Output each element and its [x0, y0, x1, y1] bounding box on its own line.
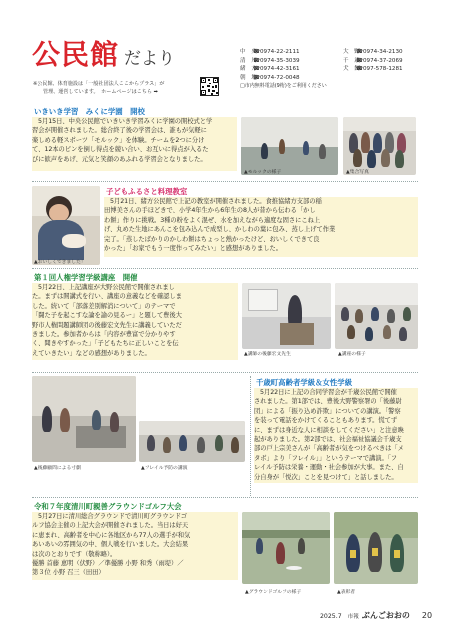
- caption-lecturer: ▲講師の後藤宏文先生: [244, 352, 291, 357]
- ikiiki-line: びに歓声をあげ、元気と笑顔のあふれる学習会となりました。: [32, 155, 207, 163]
- caption-ground-golf: ▲グラウンドゴルフの様子: [245, 590, 302, 595]
- contact-tel[interactable]: ☎0974-37-2069: [356, 57, 403, 64]
- hr-line: 野市人権問題講師団の後藤宏文先生に講義していただ: [32, 321, 182, 329]
- cooking-body: [104, 197, 418, 257]
- section-title-human-rights: 第１回人権学習学級講座 開催: [34, 273, 138, 282]
- caption-lecture-audience: ▲講座の様子: [338, 352, 366, 357]
- cooking-line: 完了。「蒸したばかりのかしわ餅はちょっと熱かったけど、おいしくできて良: [104, 235, 320, 243]
- contact-tel[interactable]: ☎097-578-1281: [356, 66, 403, 73]
- contact-name: 大 野: [343, 49, 360, 55]
- section-title-ikiiki: いきいき学習 みくに学園 開校: [34, 107, 145, 116]
- section-title-cooking: 子どもふるさと料理教室: [106, 187, 188, 196]
- contact-tel[interactable]: ☎0974-72-0048: [253, 74, 300, 81]
- ikiiki-line: 5月15日、中央公民館でいきいき学習みくに学園の開校式と学: [38, 118, 213, 125]
- golf-line: は次のとおりです（敬称略）。: [32, 550, 117, 558]
- section-title-golf: 令和７年度清川町親善グラウンドゴルフ大会: [34, 502, 182, 511]
- golf-line: ルフ協会主催の上記大会が開催されました。当日は好天: [32, 522, 189, 530]
- ikiiki-line: て、12本のピンを倒し得点を競い合い、お互いに得点が入るた: [32, 146, 209, 154]
- caption-winners: ▲表彰者: [337, 590, 356, 595]
- caption-group: ▲集合写真: [346, 170, 369, 175]
- contact-tel[interactable]: ☎0974-35-3039: [253, 57, 300, 64]
- title-kana: だより: [124, 49, 175, 69]
- hr-line: 「闘た子を起こすな論を諭の見るー」と題して豊後大: [32, 312, 182, 320]
- contact-row: [240, 65, 414, 74]
- page-number: 20: [421, 611, 433, 620]
- photo-frailty-lecture: [139, 421, 245, 462]
- photo-skit: [32, 376, 136, 462]
- contact-name: 千 歳: [343, 57, 360, 64]
- photo-group: [343, 117, 416, 175]
- photo-cooking-child: [32, 186, 100, 265]
- hr-line: した。続いて「部落差別解消について」のテーマで: [32, 302, 176, 310]
- chitose-line: タボ」より「フレイル」」というテーマで講演。「フ: [254, 454, 398, 462]
- contact-row: [240, 57, 414, 66]
- contact-name: 朝 地: [240, 74, 257, 81]
- hr-line: きました。参加者からは「内容が豊富で分かりやす: [32, 331, 176, 339]
- cooking-line: 5月21日、緒方公民館で上記の教室が開催されました。食推協緒方支部の稲: [110, 198, 322, 205]
- golf-line: あいあいの雰囲気の中、個人戦を行いました。大会結果: [32, 541, 189, 549]
- chitose-line: に、まずは身近な人に相談をしてください」と注意喚: [254, 426, 404, 434]
- section-divider: [32, 372, 418, 373]
- photo-ground-golf: [242, 512, 330, 584]
- contact-name: 清 川: [240, 57, 257, 64]
- section-divider: [32, 181, 418, 182]
- hr-line: た。まずは開講式を行い、講座の意義などを確認しま: [32, 293, 182, 301]
- chitose-line: 分自身が「悦次」ことを見つけて」と話しました。: [254, 473, 398, 481]
- photo-winners: [334, 512, 418, 584]
- title-kanji: 公民館: [32, 38, 120, 71]
- cooking-line: 田博美さんの手ほどきで、小学4年生から6年生の8人が昔から伝わる「かし: [104, 207, 316, 215]
- photo-lecturer: [242, 283, 331, 349]
- ikiiki-body: [32, 117, 237, 171]
- hr-line: 5月22日、上記講座が大野公民館で開催されまし: [38, 284, 175, 291]
- cooking-line: げ、丸めた生地にあんこを包み込んで成型し、かしわの葉に包み、蒸し上げて作業: [104, 226, 336, 234]
- cooking-line: かった」「お家でもう一度作ってみたい」と感想がありました。: [104, 245, 283, 253]
- section-divider: [32, 497, 418, 498]
- contact-row: [240, 74, 414, 83]
- contact-tel[interactable]: ☎0974-42-3161: [253, 66, 300, 73]
- page-header: [0, 0, 450, 108]
- chitose-line: 起がありました。第2部では、社会福祉協議会千歳支: [254, 436, 402, 444]
- caption-frailty: ▲フレイル予防の講演: [141, 466, 188, 471]
- qr-code-icon[interactable]: [200, 77, 219, 96]
- hr-line: えていきたい」などの感想がありました。: [32, 349, 151, 357]
- golf-line: に恵まれ、高齢者を中心に各地区から77人の選手が和気: [32, 531, 191, 539]
- contact-tel[interactable]: ☎0974-22-2111: [253, 49, 300, 55]
- golf-result-line: 優勝 首藤 恵明（伏野）／準優勝 小野 和秀（雨堤）／: [32, 560, 184, 568]
- section-divider: [32, 268, 418, 269]
- golf-line: 5月27日に清川総合グラウンドで清川町グラウンドゴ: [38, 513, 188, 520]
- header-note-2: 管理、運営しています。 ホームページはこちら ➡: [43, 89, 158, 95]
- golf-result-line: 第３位 小野 召三（田田）: [32, 569, 105, 577]
- section-title-chitose: 千歳町高齢者学級＆女性学級: [256, 378, 353, 387]
- footer-publication-name: ぶんごおおの: [361, 611, 410, 620]
- photo-lecture-audience: [335, 283, 418, 349]
- chitose-line: を装って電話をかけてくることもあります。慌てず: [254, 417, 398, 425]
- hours-note: □市内無料電話(9桁)をご利用ください: [240, 83, 327, 90]
- chitose-body: [254, 388, 418, 483]
- footer-date: 2025.7: [320, 613, 342, 620]
- golf-body: [32, 512, 238, 580]
- contact-name: 中 央: [240, 49, 257, 55]
- footer: [320, 610, 432, 622]
- contact-name: 犬 飼: [343, 66, 360, 73]
- chitose-line: されました。第1部では、豊後大野警察署の「後藤尉: [254, 398, 402, 406]
- hr-line: く、聞きやすかった」「子どもたちに正しいことを伝: [32, 340, 179, 348]
- photo-molkky: [241, 117, 338, 175]
- ikiiki-line: 楽しめる軽スポーツ「モルック」を体験。チームを2つに分け: [32, 136, 205, 144]
- chitose-line: レイル予防は栄養・運動・社会参加が大事。また、自: [254, 464, 404, 472]
- header-note-1: ※公民館、体育施設は「一般社団法人ここからプラス」が: [33, 81, 165, 87]
- caption-cooking: ▲おいしくできました！: [34, 260, 86, 265]
- contact-name: 緒 方: [240, 66, 257, 73]
- human-rights-body: [32, 283, 238, 360]
- ikiiki-line: 習会が開催されました。総合終了後の学習会は、誰もが気軽に: [32, 127, 207, 135]
- chitose-line: 5月22日に上記の合同学習会が千歳公民館で開催: [260, 389, 397, 396]
- contact-list: [240, 48, 414, 91]
- contact-row: [240, 48, 414, 57]
- cooking-line: わ餅」作りに挑戦。3種の粉をよく混ぜ、水を加えながら適度な固さにこね上: [104, 216, 321, 224]
- column-divider: [250, 376, 251, 496]
- caption-skit: ▲後藤顧問による寸劇: [34, 466, 81, 471]
- chitose-line: 団」による「振り込め詐欺」についての講演。「警察: [254, 407, 401, 415]
- contact-tel[interactable]: ☎0974-34-2130: [356, 49, 403, 55]
- caption-molkky: ▲モルックの様子: [244, 170, 282, 175]
- footer-city: 市報: [347, 614, 359, 620]
- chitose-line: 部の戸上宗美さんが「高齢者が気をつけるべきは「メ: [254, 445, 404, 453]
